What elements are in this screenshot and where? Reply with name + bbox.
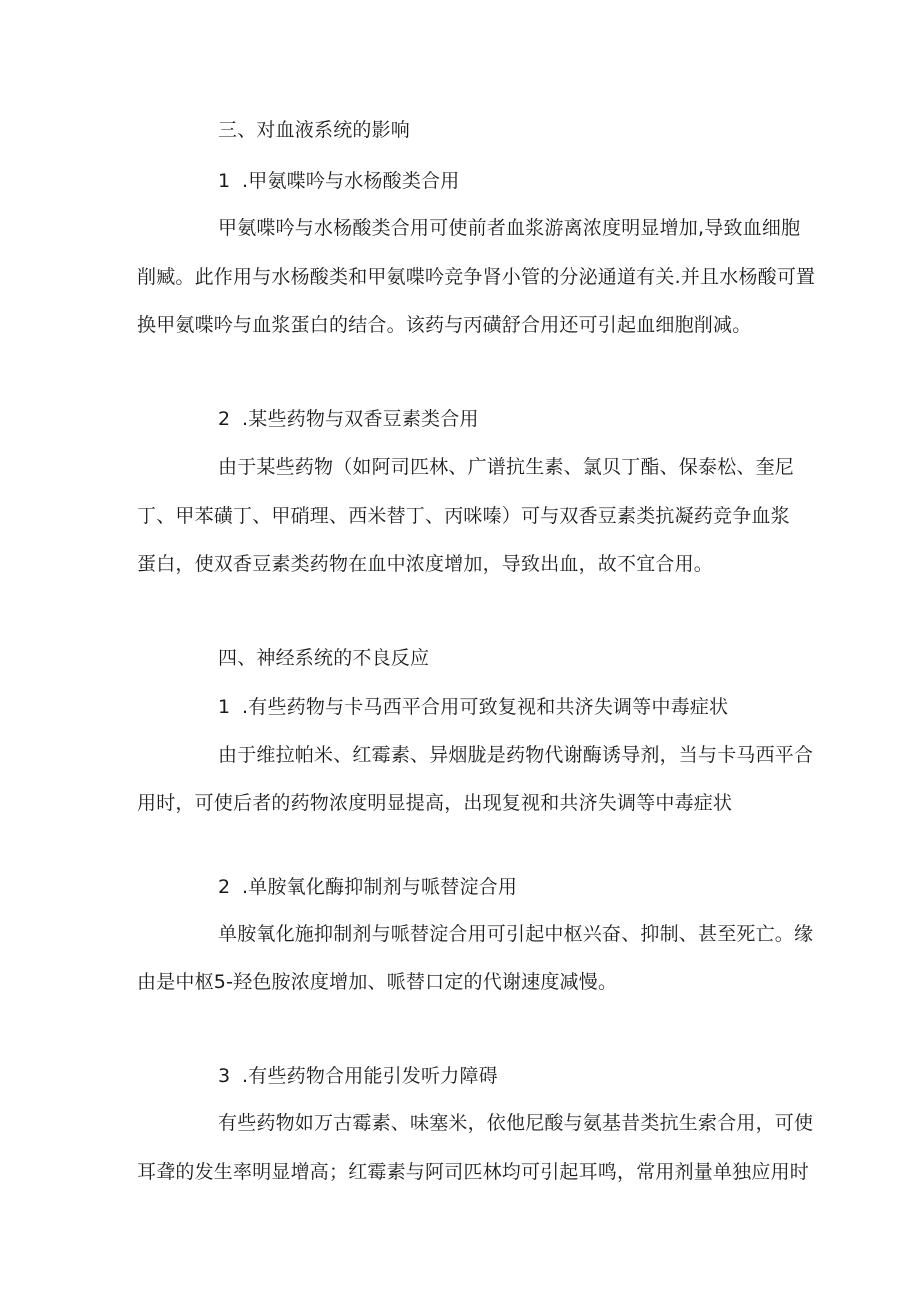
item-title bbox=[218, 874, 517, 900]
item-number: 1 bbox=[218, 696, 231, 718]
item-title-text: .甲氨喋吟与水杨酸类合用 bbox=[242, 170, 460, 192]
item-title-text: .某些药物与双香豆素类合用 bbox=[242, 408, 479, 430]
item-number: 1 bbox=[218, 170, 231, 192]
item-title bbox=[218, 694, 728, 720]
section-heading: 四、神经系统的不良反应 bbox=[218, 647, 430, 669]
item-title-text: .单胺氧化酶抑制剂与哌替淀合用 bbox=[242, 876, 518, 898]
paragraph-line: 有些药物如万古霉素、味塞米，依他尼酸与氨基昔类抗生索合用，可使 bbox=[218, 1112, 814, 1134]
item-title bbox=[218, 406, 479, 432]
paragraph-line: 蛋白，使双香豆素类药物在血中浓度增加，导致出血，故不宜合用。 bbox=[137, 553, 714, 575]
item-title-text: .有些药物与卡马西平合用可致复视和共济失调等中毒症状 bbox=[242, 696, 729, 718]
paragraph-line: 丁、甲苯磺丁、甲硝理、西米替丁、丙咪嗪）可与双香豆素类抗凝药竞争血浆 bbox=[137, 505, 790, 527]
paragraph-line: 由于维拉帕米、红霉素、异烟胧是药物代谢酶诱导剂，当与卡马西平合 bbox=[218, 744, 814, 766]
paragraph-line: 由是中枢5-羟色胺浓度增加、哌替口定的代谢速度减慢。 bbox=[137, 971, 618, 993]
item-title-text: .有些药物合用能引发听力障碍 bbox=[242, 1065, 498, 1087]
paragraph-line: 耳聋的发生率明显增高；红霉素与阿司匹林均可引起耳鸣，常用剂量单独应用时 bbox=[137, 1161, 810, 1183]
item-title bbox=[218, 1063, 498, 1089]
paragraph-line: 由于某些药物（如阿司匹林、广谱抗生素、氯贝丁酯、保泰松、奎尼 bbox=[218, 456, 795, 478]
paragraph-line: 单胺氧化施抑制剂与哌替淀合用可引起中枢兴奋、抑制、甚至死亡。缘 bbox=[218, 923, 814, 945]
item-number: 3 bbox=[218, 1065, 231, 1087]
item-number: 2 bbox=[218, 408, 231, 430]
item-title bbox=[218, 168, 459, 194]
item-number: 2 bbox=[218, 876, 231, 898]
paragraph-line: 换甲氨喋吟与血浆蛋白的结合。该药与丙磺舒合用还可引起血细胞削减。 bbox=[137, 314, 752, 336]
paragraph-line: 用时，可使后者的药物浓度明显提高，出现复视和共济失调等中毒症状 bbox=[137, 792, 733, 814]
section-heading: 三、对血液系统的影响 bbox=[218, 119, 411, 141]
paragraph-line: 甲氨喋吟与水杨酸类合用可使前者血浆游离浓度明显增加,导致血细胞 bbox=[218, 217, 801, 239]
paragraph-line: 削臧。此作用与水杨酸类和甲氨喋吟竞争肾小管的分泌通道有关.并且水杨酸可置 bbox=[137, 266, 816, 288]
